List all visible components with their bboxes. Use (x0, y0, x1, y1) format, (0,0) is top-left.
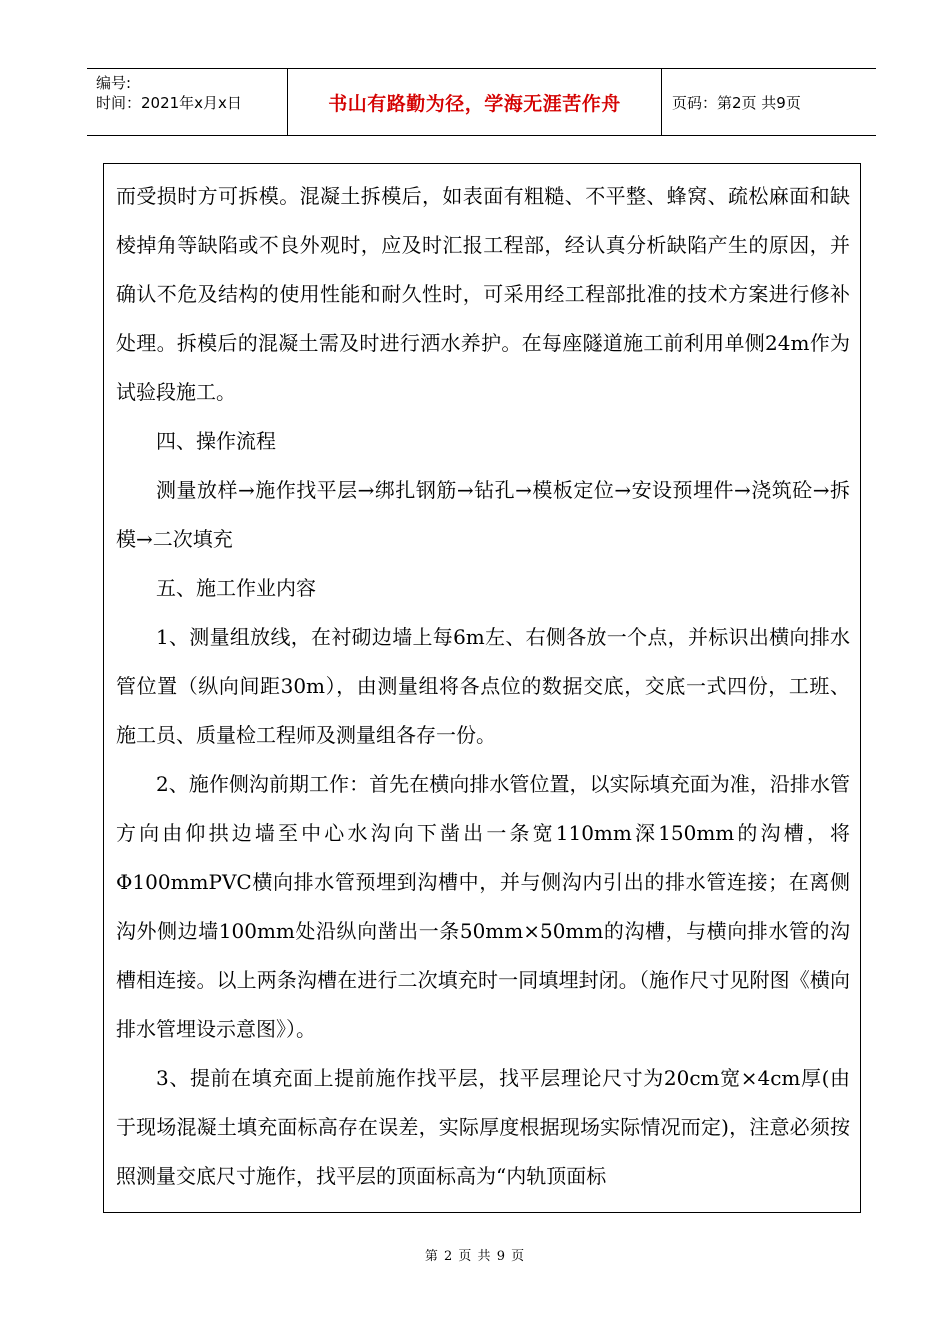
page-footer: 第 2 页 共 9 页 (424, 1249, 526, 1264)
document-body (116, 172, 850, 1201)
header-meta (96, 73, 242, 113)
body-paragraph: 而受损时方可拆模。混凝土拆模后，如表面有粗糙、不平整、蜂窝、疏松麻面和缺棱掉角等缺陷或不良外观时，应及时汇报工程部，经认真分析缺陷产生的原因，并确认不危及结构的使用性能和耐久性时，可采用经工程部批准的技术方案进行修补处理。拆模后的混凝土需及时进行洒水养护。在每座隧道施工前利用单侧24m作为试验段施工。 (116, 184, 850, 404)
header-page-info: 页码：第2页 共9页 (672, 93, 801, 112)
body-paragraph: 测量放样→施作找平层→绑扎钢筋→钻孔→模板定位→安设预埋件→浇筑砼→拆模→二次填充 (116, 478, 850, 551)
body-paragraph: 3、提前在填充面上提前施作找平层，找平层理论尺寸为20cm宽×4cm厚(由于现场混凝土填充面标高存在误差，实际厚度根据现场实际情况而定)，注意必须按照测量交底尺寸施作，找平层的顶面标高为“内轨顶面标 (116, 1066, 850, 1188)
section-heading: 五、施工作业内容 (156, 576, 316, 600)
page-header (87, 68, 876, 136)
header-divider (661, 69, 662, 135)
document-number-label: 编号: (96, 74, 132, 92)
header-motto: 书山有路勤为径，学海无涯苦作舟 (328, 92, 621, 115)
document-time-label: 时间：2021年x月x日 (96, 94, 242, 112)
content-frame (103, 163, 861, 1213)
body-paragraph: 2、施作侧沟前期工作：首先在横向排水管位置，以实际填充面为准，沿排水管方向由仰拱边墙至中心水沟向下凿出一条宽110mm深150mm的沟槽，将Φ100mmPVC横向排水管预埋到沟槽中，并与侧沟内引出的排水管连接；在离侧沟外侧边墙100mm处沿纵向凿出一条50mm×50mm的沟槽，与横向排水管的沟槽相连接。以上两条沟槽在进行二次填充时一同填埋封闭。（施作尺寸见附图《横向排水管埋设示意图》）。 (116, 772, 850, 1041)
body-paragraph: 1、测量组放线，在衬砌边墙上每6m左、右侧各放一个点，并标识出横向排水管位置（纵向间距30m），由测量组将各点位的数据交底，交底一式四份，工班、施工员、质量检工程师及测量组各存一份。 (116, 625, 850, 747)
section-heading: 四、操作流程 (156, 429, 276, 453)
